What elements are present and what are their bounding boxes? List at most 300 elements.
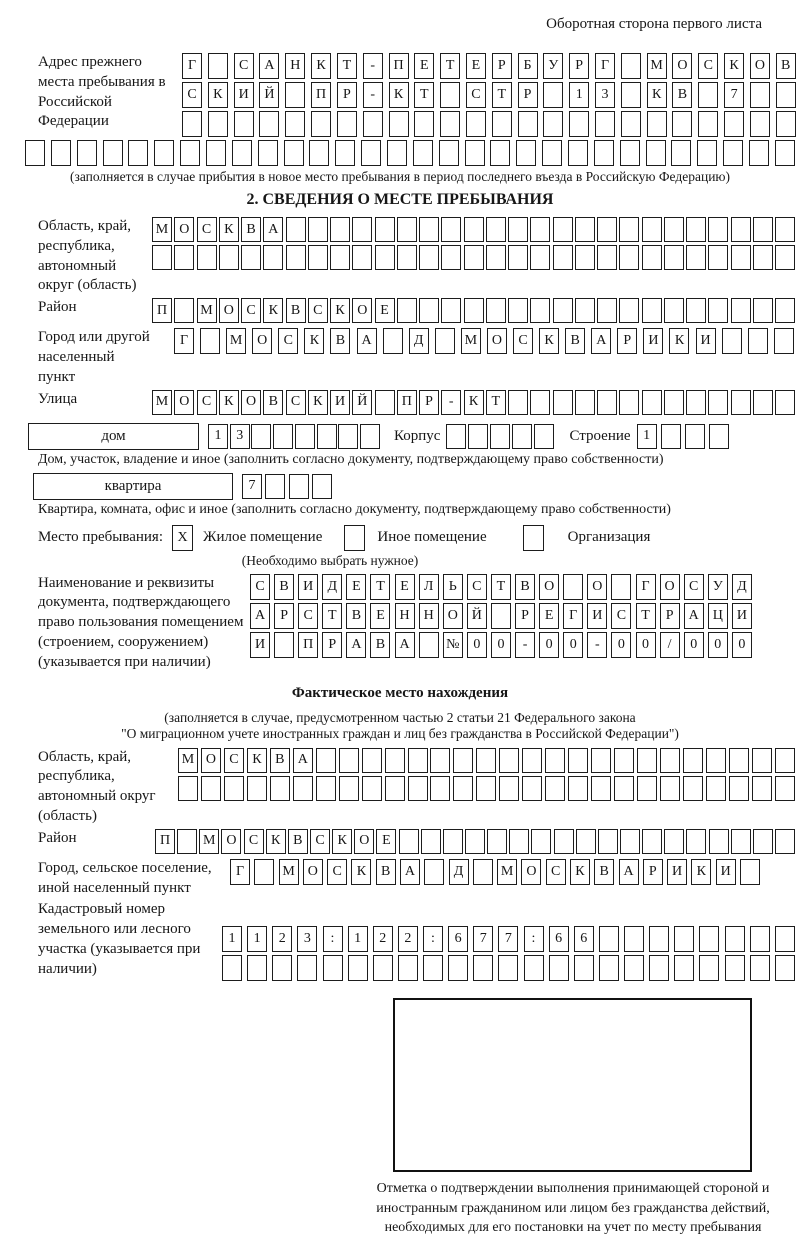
char-box[interactable] (637, 776, 657, 801)
char-box[interactable]: И (696, 328, 716, 354)
char-box[interactable]: Т (322, 603, 342, 629)
char-box[interactable] (272, 955, 292, 981)
char-box[interactable] (545, 776, 565, 801)
char-box[interactable]: К (389, 82, 409, 108)
char-box[interactable] (775, 776, 795, 801)
char-box[interactable]: К (219, 217, 239, 242)
char-box[interactable] (775, 217, 795, 242)
char-box[interactable] (512, 424, 532, 449)
char-box[interactable]: А (250, 603, 270, 629)
char-box[interactable] (594, 140, 614, 166)
char-box[interactable] (642, 390, 662, 415)
char-box[interactable]: А (346, 632, 366, 658)
house-type-box[interactable]: дом (28, 423, 199, 450)
char-box[interactable]: М (279, 859, 299, 885)
char-box[interactable]: С (698, 53, 718, 79)
char-box[interactable] (731, 217, 751, 242)
char-box[interactable]: Л (419, 574, 439, 600)
char-box[interactable]: Н (395, 603, 415, 629)
char-box[interactable] (699, 955, 719, 981)
stay-option-checkbox-organization[interactable] (523, 525, 544, 551)
char-box[interactable] (492, 111, 512, 137)
char-box[interactable] (775, 926, 795, 952)
char-box[interactable]: Т (636, 603, 656, 629)
char-box[interactable] (397, 217, 417, 242)
char-box[interactable]: С (278, 328, 298, 354)
char-box[interactable]: О (352, 298, 372, 323)
char-box[interactable]: О (219, 298, 239, 323)
char-box[interactable] (568, 776, 588, 801)
char-box[interactable] (686, 829, 706, 854)
char-box[interactable]: Ь (443, 574, 463, 600)
char-box[interactable] (749, 140, 769, 166)
char-box[interactable] (453, 748, 473, 773)
char-box[interactable]: В (270, 748, 290, 773)
char-box[interactable]: О (587, 574, 607, 600)
char-box[interactable]: : (423, 926, 443, 952)
char-box[interactable] (698, 82, 718, 108)
char-box[interactable]: - (363, 82, 383, 108)
char-box[interactable] (128, 140, 148, 166)
char-box[interactable]: Г (595, 53, 615, 79)
char-box[interactable] (642, 298, 662, 323)
char-box[interactable] (597, 390, 617, 415)
char-box[interactable]: И (643, 328, 663, 354)
char-box[interactable] (441, 217, 461, 242)
char-box[interactable] (664, 217, 684, 242)
char-box[interactable]: 2 (398, 926, 418, 952)
char-box[interactable]: Д (732, 574, 752, 600)
char-box[interactable]: Р (518, 82, 538, 108)
char-box[interactable] (752, 748, 772, 773)
char-box[interactable] (486, 245, 506, 270)
char-box[interactable] (597, 217, 617, 242)
char-box[interactable] (753, 298, 773, 323)
char-box[interactable]: Р (322, 632, 342, 658)
char-box[interactable]: 1 (222, 926, 242, 952)
char-box[interactable] (473, 859, 493, 885)
char-box[interactable] (339, 748, 359, 773)
char-box[interactable] (753, 390, 773, 415)
char-box[interactable] (595, 111, 615, 137)
char-box[interactable] (446, 424, 466, 449)
char-box[interactable]: Е (375, 298, 395, 323)
char-box[interactable] (575, 245, 595, 270)
char-box[interactable] (453, 776, 473, 801)
char-box[interactable] (775, 245, 795, 270)
char-box[interactable] (408, 748, 428, 773)
char-box[interactable] (317, 424, 337, 449)
char-box[interactable]: С (241, 298, 261, 323)
char-box[interactable]: 7 (498, 926, 518, 952)
char-box[interactable]: М (647, 53, 667, 79)
char-box[interactable] (709, 829, 729, 854)
char-box[interactable] (686, 245, 706, 270)
char-box[interactable]: А (357, 328, 377, 354)
char-box[interactable] (398, 955, 418, 981)
char-box[interactable]: Ц (708, 603, 728, 629)
char-box[interactable] (740, 859, 760, 885)
char-box[interactable] (708, 245, 728, 270)
char-box[interactable]: Д (449, 859, 469, 885)
char-box[interactable] (723, 140, 743, 166)
char-box[interactable] (508, 245, 528, 270)
char-box[interactable]: А (684, 603, 704, 629)
char-box[interactable] (664, 298, 684, 323)
char-box[interactable]: У (708, 574, 728, 600)
char-box[interactable]: 0 (467, 632, 487, 658)
char-box[interactable]: Й (467, 603, 487, 629)
char-box[interactable]: К (308, 390, 328, 415)
char-box[interactable] (361, 140, 381, 166)
char-box[interactable]: И (667, 859, 687, 885)
char-box[interactable] (750, 111, 770, 137)
char-box[interactable]: И (250, 632, 270, 658)
char-box[interactable] (397, 298, 417, 323)
char-box[interactable] (661, 424, 681, 449)
char-box[interactable] (265, 474, 285, 499)
char-box[interactable] (642, 829, 662, 854)
char-box[interactable] (683, 748, 703, 773)
char-box[interactable] (621, 111, 641, 137)
char-box[interactable] (647, 111, 667, 137)
char-box[interactable] (508, 390, 528, 415)
char-box[interactable] (750, 955, 770, 981)
char-box[interactable] (543, 111, 563, 137)
char-box[interactable]: В (565, 328, 585, 354)
char-box[interactable] (439, 140, 459, 166)
char-box[interactable]: В (241, 217, 261, 242)
char-box[interactable] (200, 328, 220, 354)
char-box[interactable]: С (250, 574, 270, 600)
char-box[interactable]: О (539, 574, 559, 600)
char-box[interactable] (152, 245, 172, 270)
char-box[interactable] (660, 776, 680, 801)
char-box[interactable]: 1 (208, 424, 228, 449)
char-box[interactable] (598, 829, 618, 854)
char-box[interactable] (309, 140, 329, 166)
char-box[interactable]: / (660, 632, 680, 658)
char-box[interactable]: В (330, 328, 350, 354)
char-box[interactable] (775, 390, 795, 415)
char-box[interactable]: В (286, 298, 306, 323)
char-box[interactable] (569, 111, 589, 137)
char-box[interactable] (464, 245, 484, 270)
char-box[interactable] (508, 298, 528, 323)
char-box[interactable]: С (546, 859, 566, 885)
char-box[interactable] (724, 111, 744, 137)
char-box[interactable]: К (539, 328, 559, 354)
char-box[interactable] (339, 776, 359, 801)
char-box[interactable] (247, 955, 267, 981)
char-box[interactable] (731, 245, 751, 270)
char-box[interactable]: М (461, 328, 481, 354)
char-box[interactable]: С (327, 859, 347, 885)
char-box[interactable] (731, 298, 751, 323)
char-box[interactable] (289, 474, 309, 499)
char-box[interactable] (508, 217, 528, 242)
char-box[interactable] (286, 245, 306, 270)
char-box[interactable]: А (259, 53, 279, 79)
char-box[interactable]: В (594, 859, 614, 885)
char-box[interactable] (619, 245, 639, 270)
char-box[interactable]: К (208, 82, 228, 108)
char-box[interactable] (509, 829, 529, 854)
char-box[interactable]: В (288, 829, 308, 854)
char-box[interactable] (750, 82, 770, 108)
char-box[interactable]: У (543, 53, 563, 79)
char-box[interactable] (614, 748, 634, 773)
char-box[interactable]: С (611, 603, 631, 629)
char-box[interactable]: О (487, 328, 507, 354)
char-box[interactable] (775, 298, 795, 323)
char-box[interactable] (464, 217, 484, 242)
char-box[interactable] (259, 111, 279, 137)
char-box[interactable] (430, 776, 450, 801)
char-box[interactable] (568, 748, 588, 773)
char-box[interactable] (637, 748, 657, 773)
char-box[interactable]: - (441, 390, 461, 415)
char-box[interactable]: Н (419, 603, 439, 629)
char-box[interactable]: О (241, 390, 261, 415)
char-box[interactable] (534, 424, 554, 449)
char-box[interactable]: : (524, 926, 544, 952)
char-box[interactable] (498, 955, 518, 981)
char-box[interactable] (708, 298, 728, 323)
char-box[interactable]: В (263, 390, 283, 415)
char-box[interactable] (308, 245, 328, 270)
char-box[interactable]: Е (466, 53, 486, 79)
char-box[interactable]: П (389, 53, 409, 79)
char-box[interactable]: Е (395, 574, 415, 600)
char-box[interactable] (706, 748, 726, 773)
char-box[interactable] (308, 217, 328, 242)
char-box[interactable]: О (660, 574, 680, 600)
char-box[interactable] (473, 955, 493, 981)
char-box[interactable] (530, 217, 550, 242)
char-box[interactable]: И (732, 603, 752, 629)
char-box[interactable] (531, 829, 551, 854)
char-box[interactable] (774, 328, 794, 354)
char-box[interactable] (338, 424, 358, 449)
char-box[interactable] (441, 245, 461, 270)
char-box[interactable] (524, 955, 544, 981)
char-box[interactable] (611, 574, 631, 600)
char-box[interactable] (698, 111, 718, 137)
char-box[interactable]: Г (230, 859, 250, 885)
char-box[interactable] (465, 829, 485, 854)
char-box[interactable]: Д (322, 574, 342, 600)
char-box[interactable] (697, 140, 717, 166)
char-box[interactable] (285, 82, 305, 108)
char-box[interactable] (25, 140, 45, 166)
char-box[interactable] (443, 829, 463, 854)
char-box[interactable]: Р (419, 390, 439, 415)
char-box[interactable] (624, 955, 644, 981)
char-box[interactable] (270, 776, 290, 801)
char-box[interactable]: В (376, 859, 396, 885)
char-box[interactable]: П (155, 829, 175, 854)
char-box[interactable]: 0 (563, 632, 583, 658)
char-box[interactable]: Г (636, 574, 656, 600)
char-box[interactable] (375, 390, 395, 415)
char-box[interactable] (543, 82, 563, 108)
char-box[interactable]: Р (617, 328, 637, 354)
char-box[interactable] (385, 776, 405, 801)
char-box[interactable]: Р (337, 82, 357, 108)
char-box[interactable] (518, 111, 538, 137)
char-box[interactable]: А (293, 748, 313, 773)
char-box[interactable]: Т (492, 82, 512, 108)
char-box[interactable] (419, 217, 439, 242)
char-box[interactable] (672, 111, 692, 137)
char-box[interactable] (362, 748, 382, 773)
char-box[interactable] (375, 245, 395, 270)
char-box[interactable]: П (397, 390, 417, 415)
char-box[interactable] (685, 424, 705, 449)
char-box[interactable]: П (298, 632, 318, 658)
char-box[interactable]: К (724, 53, 744, 79)
char-box[interactable] (178, 776, 198, 801)
char-box[interactable]: 6 (549, 926, 569, 952)
char-box[interactable] (553, 298, 573, 323)
char-box[interactable]: О (521, 859, 541, 885)
char-box[interactable] (397, 245, 417, 270)
char-box[interactable] (419, 298, 439, 323)
char-box[interactable]: Б (518, 53, 538, 79)
char-box[interactable]: Т (414, 82, 434, 108)
char-box[interactable] (316, 776, 336, 801)
char-box[interactable] (360, 424, 380, 449)
char-box[interactable]: Р (515, 603, 535, 629)
char-box[interactable] (621, 82, 641, 108)
char-box[interactable] (414, 111, 434, 137)
char-box[interactable] (440, 111, 460, 137)
char-box[interactable] (219, 245, 239, 270)
char-box[interactable] (748, 328, 768, 354)
char-box[interactable] (649, 926, 669, 952)
char-box[interactable]: 0 (636, 632, 656, 658)
char-box[interactable] (576, 829, 596, 854)
char-box[interactable]: 0 (684, 632, 704, 658)
char-box[interactable] (499, 776, 519, 801)
char-box[interactable]: 2 (272, 926, 292, 952)
char-box[interactable]: 0 (611, 632, 631, 658)
char-box[interactable] (383, 328, 403, 354)
char-box[interactable] (708, 390, 728, 415)
char-box[interactable] (664, 390, 684, 415)
char-box[interactable]: С (182, 82, 202, 108)
char-box[interactable] (722, 328, 742, 354)
char-box[interactable] (441, 298, 461, 323)
char-box[interactable]: М (152, 390, 172, 415)
char-box[interactable] (311, 111, 331, 137)
char-box[interactable] (554, 829, 574, 854)
char-box[interactable]: П (152, 298, 172, 323)
char-box[interactable] (222, 955, 242, 981)
char-box[interactable] (614, 776, 634, 801)
char-box[interactable]: 6 (574, 926, 594, 952)
char-box[interactable] (620, 140, 640, 166)
char-box[interactable]: К (311, 53, 331, 79)
char-box[interactable] (542, 140, 562, 166)
char-box[interactable]: С (466, 82, 486, 108)
char-box[interactable] (753, 217, 773, 242)
char-box[interactable] (486, 298, 506, 323)
char-box[interactable] (208, 53, 228, 79)
char-box[interactable]: О (354, 829, 374, 854)
char-box[interactable]: - (363, 53, 383, 79)
char-box[interactable] (295, 424, 315, 449)
char-box[interactable]: Г (174, 328, 194, 354)
char-box[interactable] (776, 82, 796, 108)
char-box[interactable] (683, 776, 703, 801)
char-box[interactable] (375, 217, 395, 242)
char-box[interactable] (619, 217, 639, 242)
char-box[interactable]: О (201, 748, 221, 773)
char-box[interactable]: И (330, 390, 350, 415)
char-box[interactable]: № (443, 632, 463, 658)
char-box[interactable] (530, 390, 550, 415)
char-box[interactable] (251, 424, 271, 449)
char-box[interactable] (285, 111, 305, 137)
char-box[interactable] (491, 603, 511, 629)
char-box[interactable]: Й (352, 390, 372, 415)
char-box[interactable] (466, 111, 486, 137)
char-box[interactable] (323, 955, 343, 981)
char-box[interactable]: 2 (373, 926, 393, 952)
char-box[interactable]: Г (563, 603, 583, 629)
char-box[interactable] (599, 926, 619, 952)
char-box[interactable] (621, 53, 641, 79)
char-box[interactable]: 1 (247, 926, 267, 952)
char-box[interactable] (154, 140, 174, 166)
char-box[interactable]: Е (414, 53, 434, 79)
char-box[interactable]: 3 (595, 82, 615, 108)
char-box[interactable] (597, 298, 617, 323)
char-box[interactable]: М (152, 217, 172, 242)
char-box[interactable] (624, 926, 644, 952)
char-box[interactable]: К (247, 748, 267, 773)
char-box[interactable] (686, 298, 706, 323)
char-box[interactable] (182, 111, 202, 137)
char-box[interactable] (516, 140, 536, 166)
char-box[interactable]: Г (182, 53, 202, 79)
char-box[interactable]: М (199, 829, 219, 854)
char-box[interactable] (599, 955, 619, 981)
char-box[interactable] (435, 328, 455, 354)
char-box[interactable] (568, 140, 588, 166)
char-box[interactable]: Р (660, 603, 680, 629)
char-box[interactable] (619, 298, 639, 323)
char-box[interactable]: Е (346, 574, 366, 600)
char-box[interactable] (258, 140, 278, 166)
char-box[interactable] (731, 829, 751, 854)
char-box[interactable] (753, 829, 773, 854)
char-box[interactable]: А (591, 328, 611, 354)
char-box[interactable] (476, 776, 496, 801)
char-box[interactable] (206, 140, 226, 166)
char-box[interactable] (335, 140, 355, 166)
char-box[interactable] (553, 390, 573, 415)
char-box[interactable] (699, 926, 719, 952)
char-box[interactable]: Е (370, 603, 390, 629)
char-box[interactable] (731, 390, 751, 415)
char-box[interactable]: К (266, 829, 286, 854)
char-box[interactable]: К (332, 829, 352, 854)
char-box[interactable]: К (330, 298, 350, 323)
char-box[interactable]: 6 (448, 926, 468, 952)
